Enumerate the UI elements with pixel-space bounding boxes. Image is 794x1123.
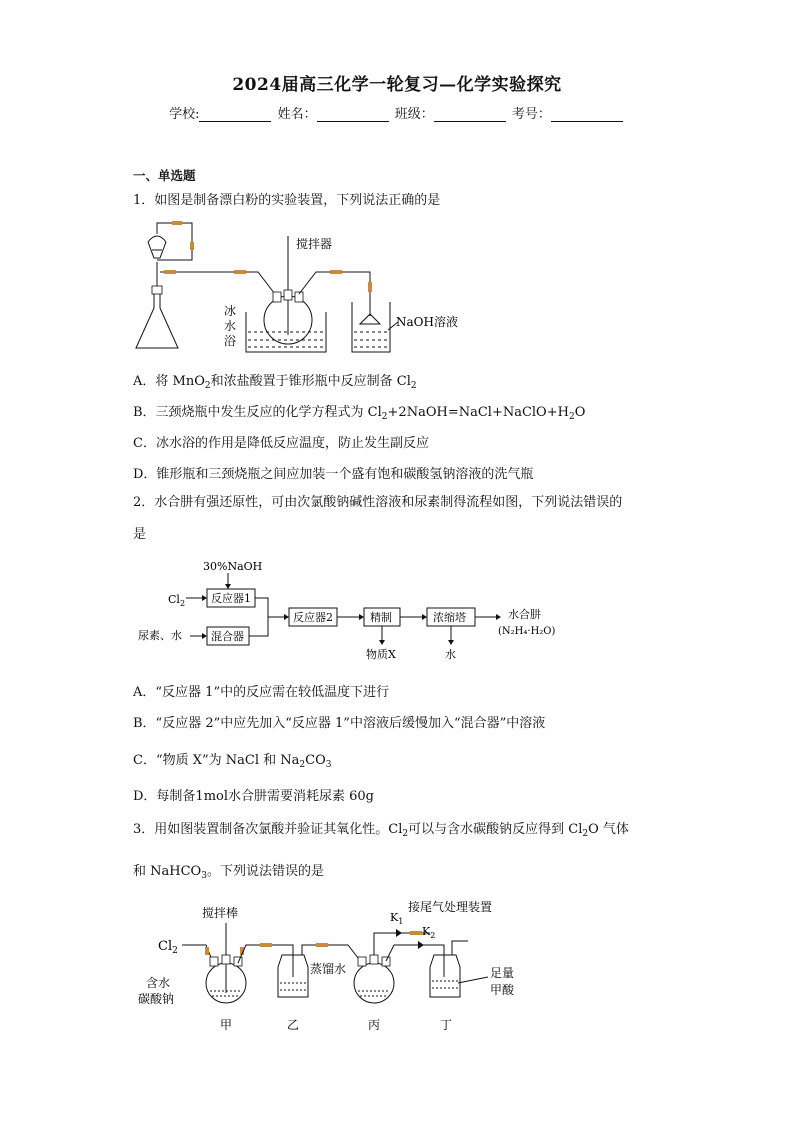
q2-option-c[interactable]: C．“物质 X”为 NaCl 和 $Na_2CO_3$ <box>133 753 332 770</box>
q2-substance-x: 物质X <box>366 648 396 661</box>
q3-acid-line2: 甲酸 <box>490 983 515 997</box>
q3-k2-label: $K_2$ <box>422 925 436 940</box>
q2-product-formula: (N₂H₄·H₂O) <box>498 626 556 637</box>
q3-stir-rod-label: 搅拌棒 <box>202 906 239 920</box>
q3-cl2-label: $Cl_2$ <box>158 939 178 956</box>
q2-stem-line1: 2．水合肼有强还原性，可由次氯酸钠碱性溶液和尿素制得流程如图，下列说法错误的 <box>133 495 623 510</box>
q2-option-a[interactable]: A．“反应器 1”中的反应需在较低温度下进行 <box>133 685 390 700</box>
section-heading: 一、单选题 <box>133 168 196 183</box>
q3-na2co3-line1: 含水 <box>146 976 171 990</box>
q2-reactor1-box: 反应器1 <box>211 592 251 605</box>
q3-tail-gas-label: 接尾气处理装置 <box>408 900 493 914</box>
q2-option-d[interactable]: D．每制备1mol水合肼需要消耗尿素 60g <box>133 789 375 804</box>
name-field[interactable] <box>317 109 389 122</box>
school-field[interactable] <box>199 109 271 122</box>
exam-no-field[interactable] <box>551 109 623 122</box>
q3-label-ding: 丁 <box>440 1018 453 1032</box>
q3-k1-label: $K_1$ <box>390 911 404 926</box>
q3-label-bing: 丙 <box>368 1018 381 1032</box>
q3-label-jia: 甲 <box>220 1018 233 1032</box>
q2-flowchart <box>130 556 570 666</box>
q2-refine-box: 精制 <box>370 611 392 624</box>
q1-option-c[interactable]: C．冰水浴的作用是降低反应温度，防止发生副反应 <box>133 436 429 451</box>
q3-distilled-water-label: 蒸馏水 <box>310 962 347 976</box>
q2-urea-label: 尿素、水 <box>138 629 182 642</box>
q2-naoh-label: 30%NaOH <box>203 560 263 573</box>
q3-acid-line1: 足量 <box>490 966 515 980</box>
q1-option-b[interactable]: B．三颈烧瓶中发生反应的化学方程式为 $Cl_2+2NaOH=NaCl+NaClO+H_2O$ <box>133 405 586 422</box>
q2-mixer-box: 混合器 <box>211 630 244 643</box>
name-label: 姓名： <box>277 107 317 122</box>
q2-reactor2-box: 反应器2 <box>293 611 333 624</box>
q2-product-label: 水合肼 <box>508 608 541 621</box>
q2-water-label: 水 <box>445 648 456 661</box>
q3-stem-line2: 和 NaHCO$_3$。下列说法错误的是 <box>133 864 324 881</box>
student-info-line <box>0 103 794 122</box>
q3-label-yi: 乙 <box>287 1018 300 1032</box>
q3-na2co3-line2: 碳酸钠 <box>138 992 175 1006</box>
class-field[interactable] <box>434 109 506 122</box>
q1-option-a[interactable]: A．将 MnO$_2$和浓盐酸置于锥形瓶中反应制备 $Cl_2$ <box>133 374 417 391</box>
q1-naoh-label: NaOH溶液 <box>396 315 458 329</box>
q3-apparatus-figure <box>138 895 540 1035</box>
class-label: 班级： <box>394 107 434 122</box>
exam-no-label: 考号： <box>511 107 551 122</box>
q1-bath-char1: 冰 <box>224 304 237 318</box>
q3-stem-line1: 3．用如图装置制备次氯酸并验证其氧化性。$Cl_2$可以与含水碳酸钠反应得到 $Cl_2O$ 气体 <box>133 822 629 839</box>
q2-option-b[interactable]: B．“反应器 2”中应先加入“反应器 1”中溶液后缓慢加入“混合器”中溶液 <box>133 716 546 731</box>
q2-stem-line2: 是 <box>133 527 147 542</box>
q1-apparatus-figure <box>130 220 480 360</box>
q1-bath-char3: 浴 <box>224 334 237 348</box>
q1-bath-char2: 水 <box>224 319 237 333</box>
q2-tower-box: 浓缩塔 <box>433 611 466 624</box>
school-label: 学校: <box>169 107 200 122</box>
q1-option-d[interactable]: D．锥形瓶和三颈烧瓶之间应加装一个盛有饱和碳酸氢钠溶液的洗气瓶 <box>133 467 534 482</box>
q1-stem: 1．如图是制备漂白粉的实验装置，下列说法正确的是 <box>133 193 441 208</box>
page-title: 2024届高三化学一轮复习—化学实验探究 <box>232 75 562 95</box>
q1-stirrer-label: 搅拌器 <box>296 237 333 251</box>
q2-cl2-label: $Cl_2$ <box>168 593 186 608</box>
